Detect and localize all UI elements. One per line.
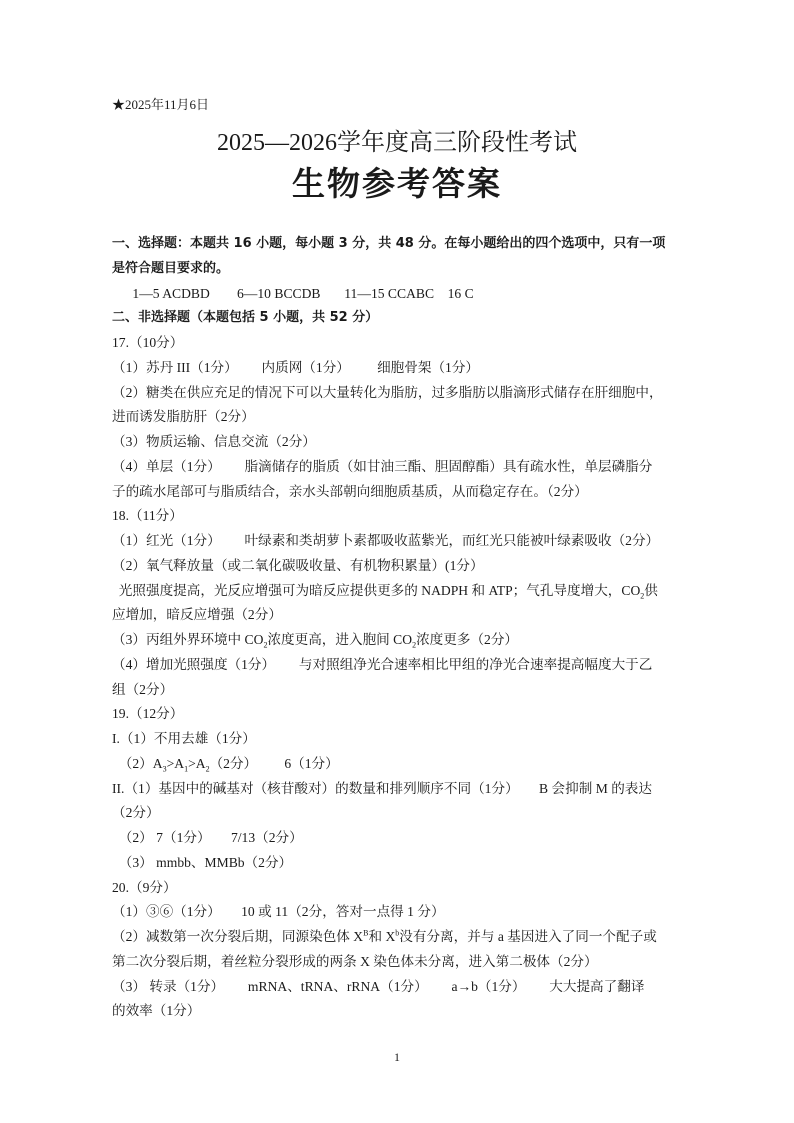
line-text: （3）物质运输、信息交流（2分） [112, 434, 316, 449]
answer-line [112, 579, 686, 604]
answer-line [112, 480, 686, 505]
line-text: 应增加，暗反应增强（2分） [112, 607, 282, 623]
line-text: I.（1）不用去雄（1分） [112, 731, 256, 746]
line-text: 18.（11分） [112, 508, 183, 524]
line-text: （2）减数第一次分裂后期，同源染色体 X [112, 929, 364, 944]
line-text: 浓度更多（2分） [416, 632, 519, 647]
answer-line [112, 925, 686, 950]
line-text: II.（1）基因中的碱基对（核苷酸对）的数量和排列顺序不同（1分） B 会抑制 M 的表达 [112, 780, 652, 796]
line-text: 的效率（1分） [112, 1003, 201, 1019]
line-text: 第二次分裂后期，着丝粒分裂形成的两条 X 染色体未分离，进入第二极体（2分） [112, 953, 598, 969]
answer-line [112, 381, 686, 406]
line-text: （1）红光（1分） 叶绿素和类胡萝卜素都吸收蓝紫光，而红光只能被叶绿素吸收（2分） [112, 533, 660, 548]
answer-line [112, 653, 686, 678]
answer-line [112, 752, 686, 777]
line-text: （3） mmbb、MMBb（2分） [112, 854, 293, 870]
answer-line [112, 727, 686, 752]
line-text: 二、非选择题（本题包括 5 小题，共 52 分） [112, 310, 379, 326]
answer-line [112, 950, 686, 975]
answer-line [112, 356, 686, 381]
line-text: 组（2分） [112, 681, 174, 697]
line-text: （1）苏丹 III（1分） 内质网（1分） 细胞骨架（1分） [112, 359, 480, 375]
superscript: B [363, 928, 369, 938]
page-number: 1 [394, 1050, 400, 1064]
answer-line [112, 529, 686, 554]
line-text: 进而诱发脂肪肝（2分） [112, 409, 255, 425]
line-text: （4）单层（1分） 脂滴储存的脂质（如甘油三酯、胆固醇酯）具有疏水性，单层磷脂分 [112, 458, 653, 474]
line-text: 一、选择题：本题共 16 小题，每小题 3 分，共 48 分。在每小题给出的四个选项中，只有一项 [112, 236, 666, 251]
answer-line [112, 628, 686, 653]
line-text: （2分） [112, 805, 160, 821]
answer-line [112, 331, 686, 356]
line-text: 是符合题目要求的。 [112, 260, 230, 276]
subscript: 2 [412, 640, 417, 650]
answer-line [112, 876, 686, 901]
line-text: （3） 转录（1分） mRNA、tRNA、rRNA（1分） a→b（1分） 大大提高了翻译 [112, 978, 645, 994]
line-text: 没有分离，并与 a 基因进入了同一个配子或 [399, 929, 657, 944]
answer-line [112, 282, 686, 307]
line-text: （3）丙组外界环境中 CO [112, 632, 264, 647]
section-heading [112, 232, 686, 257]
answer-line [112, 702, 686, 727]
line-text: （2） 7（1分） 7/13（2分） [112, 830, 303, 845]
document-title: 生物参考答案 [292, 164, 502, 203]
subscript: 3 [162, 764, 167, 774]
answer-line [112, 777, 686, 802]
answer-line [112, 999, 686, 1024]
line-text: （4）增加光照强度（1分） 与对照组净光合速率相比甲组的净光合速率提高幅度大于乙 [112, 656, 653, 672]
line-text: 17.（10分） [112, 335, 184, 350]
subscript: 1 [184, 764, 189, 774]
line-text: 供 [644, 582, 658, 598]
line-text: 和 X [368, 929, 396, 944]
line-text: 20.（9分） [112, 879, 177, 895]
answer-line [112, 826, 686, 851]
superscript: b [395, 928, 400, 938]
exam-title: 2025—2026学年度高三阶段性考试 [217, 130, 577, 156]
line-text: >A [166, 755, 185, 771]
line-text: 光照强度提高，光反应增强可为暗反应提供更多的 NADPH 和 ATP；气孔导度增大，CO [112, 582, 641, 598]
section-heading [112, 257, 686, 282]
line-text: 浓度更高，进入胞间 CO [267, 632, 413, 647]
line-text: （2分） 6（1分） [209, 755, 339, 771]
line-text: >A [188, 755, 206, 771]
date-line: ★2025年11月6日 [112, 97, 210, 112]
line-text: （2）A [112, 755, 163, 771]
line-text: （2）糖类在供应充足的情况下可以大量转化为脂肪，过多脂肪以脂滴形式储存在肝细胞中， [112, 384, 663, 400]
line-text: 1—5 ACDBD 6—10 BCCDB 11—15 CCABC 16 C [112, 285, 474, 301]
section-heading [112, 306, 686, 331]
answer-line [112, 603, 686, 628]
line-text: （2）氧气释放量（或二氧化碳吸收量、有机物积累量）(1分） [112, 557, 484, 573]
answer-line [112, 900, 686, 925]
answer-line [112, 801, 686, 826]
answer-line [112, 554, 686, 579]
answer-line [112, 504, 686, 529]
answer-line [112, 405, 686, 430]
line-text: 19.（12分） [112, 706, 184, 722]
answer-line [112, 975, 686, 1000]
answer-line [112, 851, 686, 876]
subscript: 2 [263, 640, 268, 650]
subscript: 2 [205, 764, 210, 774]
answer-line [112, 455, 686, 480]
line-text: 子的疏水尾部可与脂质结合，亲水头部朝向细胞质基质，从而稳定存在。（2分） [112, 483, 588, 499]
subscript: 2 [640, 591, 645, 601]
answer-line [112, 678, 686, 703]
answer-body [112, 232, 686, 1024]
line-text: （1）③⑥（1分） 10 或 11（2分，答对一点得 1 分） [112, 904, 445, 920]
answer-line [112, 430, 686, 455]
